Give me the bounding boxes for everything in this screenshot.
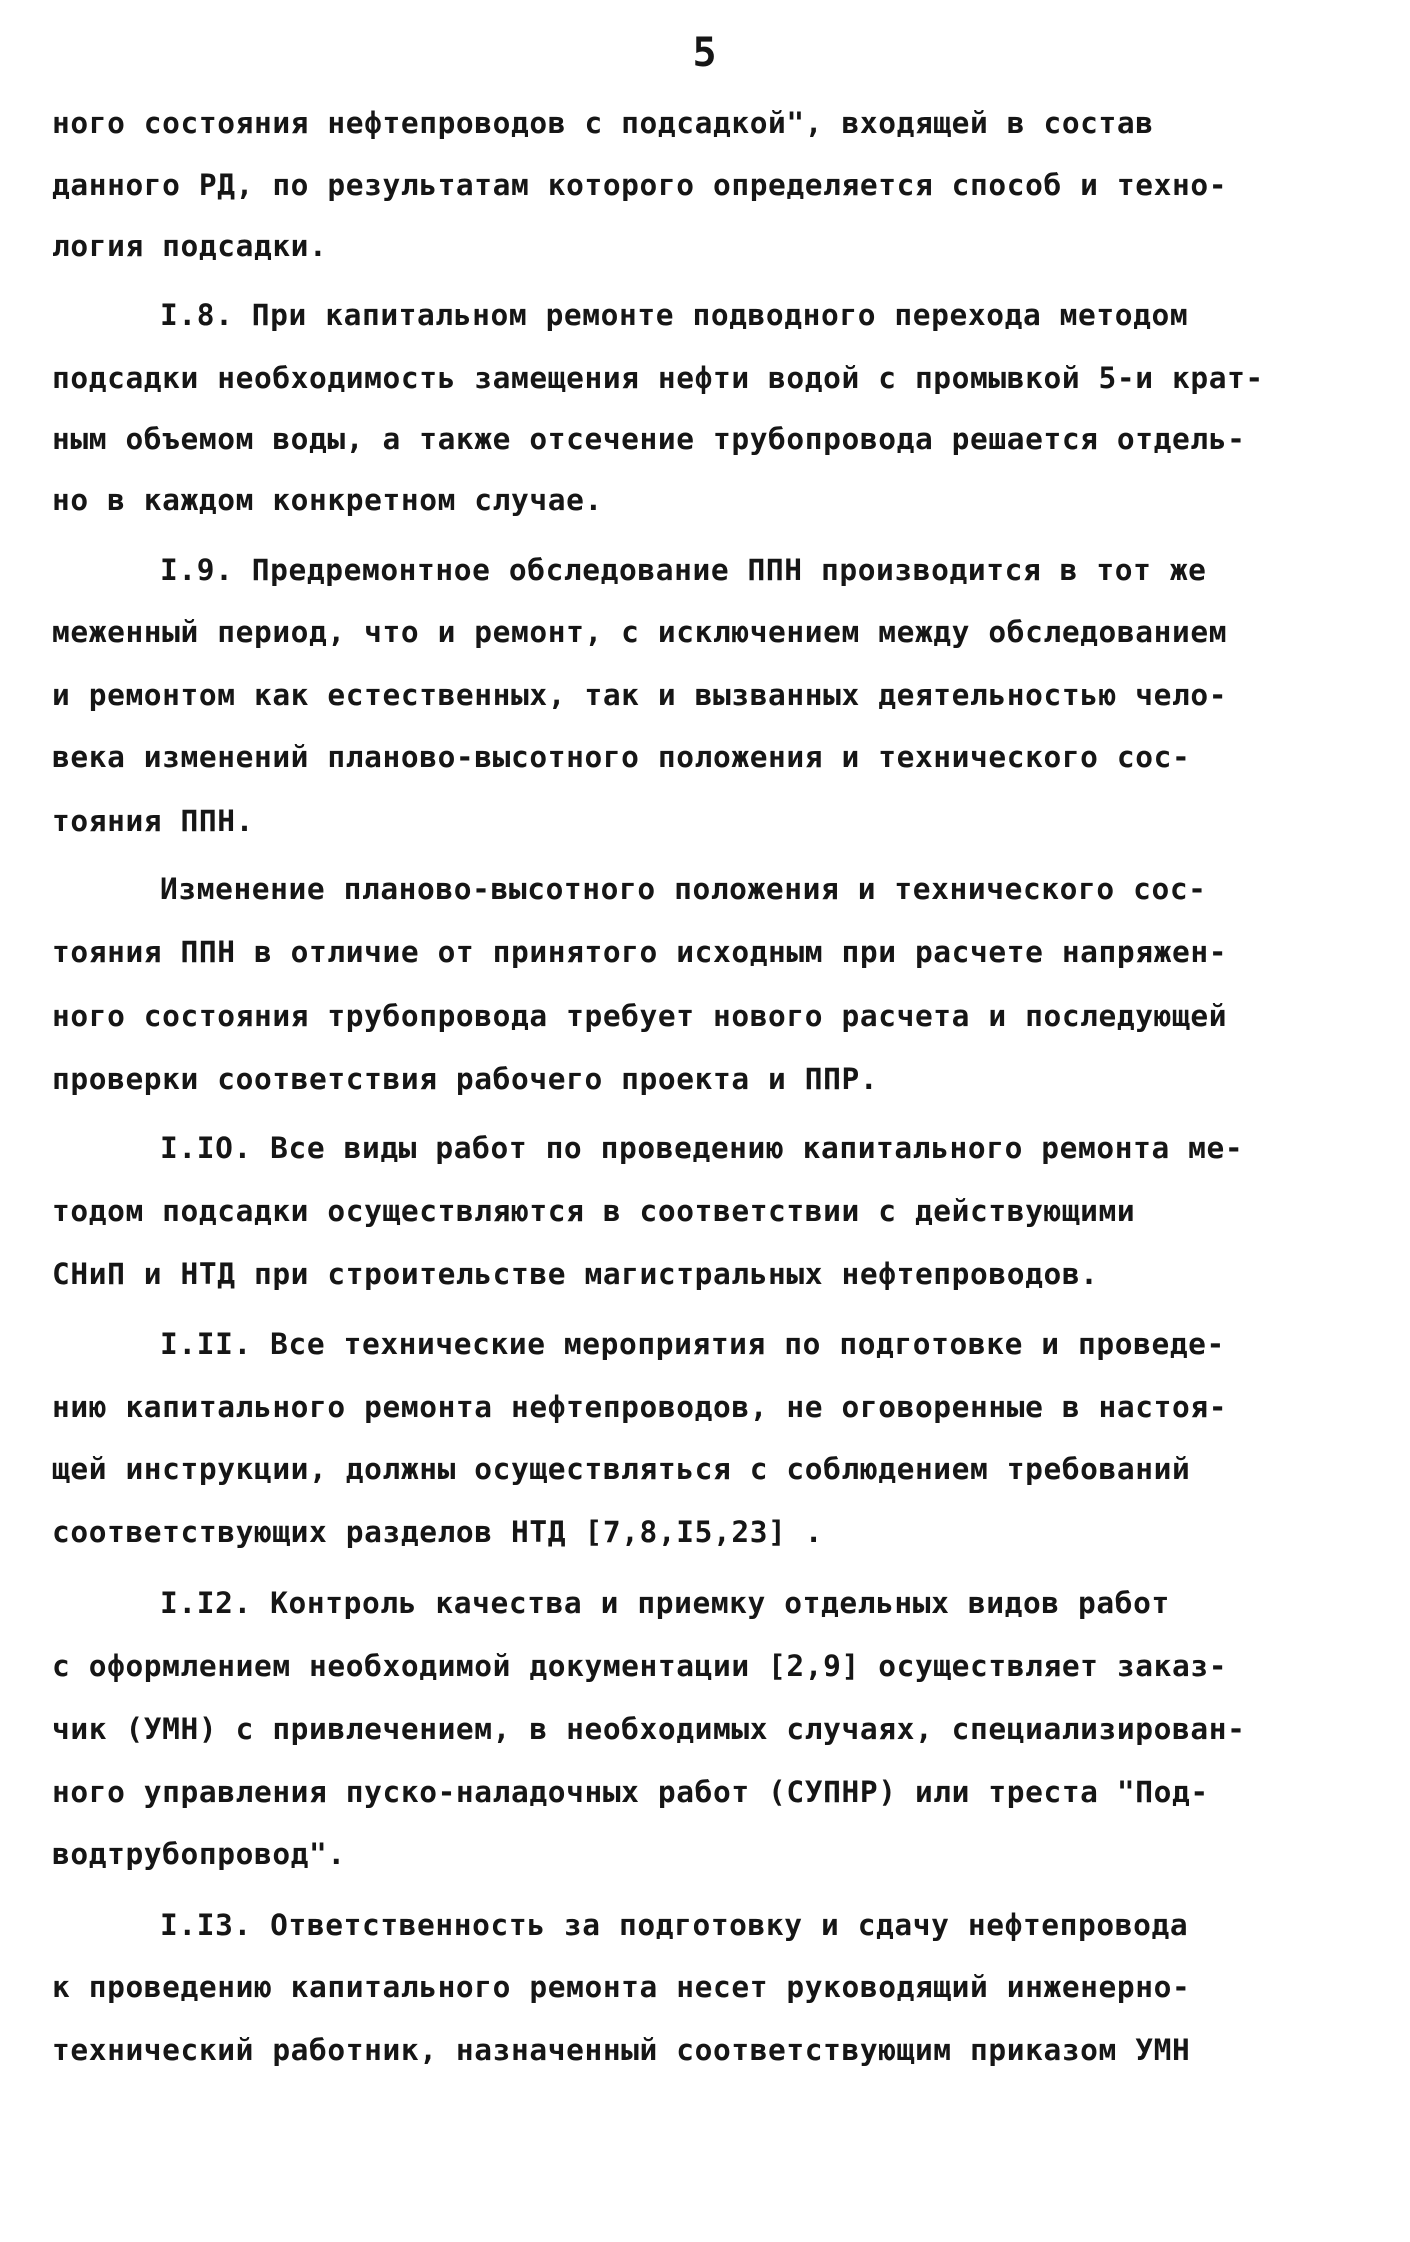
text-line: века изменений планово-высотного положения и технического сос-	[52, 740, 1191, 774]
text-line: проверки соответствия рабочего проекта и ППР.	[52, 1062, 879, 1096]
paragraph-1-13-start: I.I3. Ответственность за подготовку и сдачу нефтепровода	[160, 1908, 1189, 1942]
text-line: ного состояния нефтепроводов с подсадкой", входящей в состав	[52, 106, 1154, 140]
paragraph-1-12-start: I.I2. Контроль качества и приемку отдельных видов работ	[160, 1586, 1170, 1620]
page-number: 5	[692, 30, 718, 76]
text-line: и ремонтом как естественных, так и вызванных деятельностью чело-	[52, 678, 1228, 712]
text-line: щей инструкции, должны осуществляться с соблюдением требований	[52, 1452, 1191, 1486]
text-line: ного управления пуско-наладочных работ (СУПНР) или треста "Под-	[52, 1775, 1209, 1809]
text-line: водтрубопровод".	[52, 1837, 346, 1871]
text-line: ного состояния трубопровода требует нового расчета и последующей	[52, 999, 1228, 1033]
text-line: подсадки необходимость замещения нефти водой с промывкой 5-и крат-	[52, 361, 1264, 395]
text-line: тодом подсадки осуществляются в соответствии с действующими	[52, 1194, 1136, 1228]
text-line: но в каждом конкретном случае.	[52, 483, 603, 517]
text-line: с оформлением необходимой документации [2,9] осуществляет заказ-	[52, 1649, 1228, 1683]
text-line: чик (УМН) с привлечением, в необходимых случаях, специализирован-	[52, 1712, 1246, 1746]
text-line: меженный период, что и ремонт, с исключением между обследованием	[52, 615, 1228, 649]
paragraph-1-9-start: I.9. Предремонтное обследование ППН производится в тот же	[160, 553, 1207, 587]
text-line: нию капитального ремонта нефтепроводов, не оговоренные в настоя-	[52, 1390, 1228, 1424]
text-line: тояния ППН.	[52, 804, 254, 838]
text-line: ным объемом воды, а также отсечение трубопровода решается отдель-	[52, 422, 1246, 456]
paragraph-1-11-start: I.II. Все технические мероприятия по подготовке и проведе-	[160, 1327, 1225, 1361]
paragraph-1-8-start: I.8. При капитальном ремонте подводного перехода методом	[160, 298, 1189, 332]
paragraph-1-10-start: I.IO. Все виды работ по проведению капитального ремонта ме-	[160, 1131, 1244, 1165]
text-line: соответствующих разделов НТД [7,8,I5,23] .	[52, 1515, 824, 1549]
text-line: технический работник, назначенный соответствующим приказом УМН	[52, 2033, 1191, 2067]
text-line: тояния ППН в отличие от принятого исходным при расчете напряжен-	[52, 935, 1228, 969]
paragraph-change-start: Изменение планово-высотного положения и технического сос-	[160, 872, 1207, 906]
text-line: к проведению капитального ремонта несет руководящий инженерно-	[52, 1970, 1191, 2004]
text-line: логия подсадки.	[52, 229, 328, 263]
text-line: данного РД, по результатам которого определяется способ и техно-	[52, 168, 1228, 202]
text-line: СНиП и НТД при строительстве магистральных нефтепроводов.	[52, 1257, 1099, 1291]
